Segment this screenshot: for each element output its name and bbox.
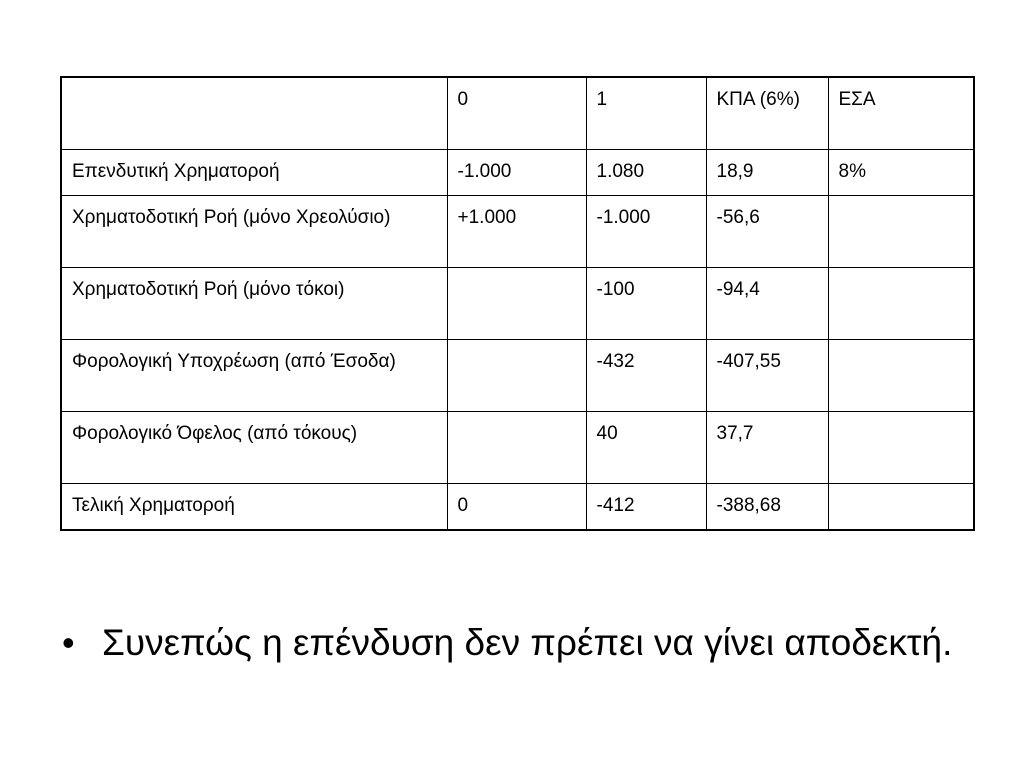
cell-period-1: -100 (586, 267, 706, 339)
header-cell-period-1: 1 (586, 77, 706, 149)
table-row (61, 483, 974, 530)
table-row (61, 339, 974, 411)
header-cell-period-0: 0 (447, 77, 586, 149)
cell-period-0 (447, 339, 586, 411)
table-row (61, 149, 974, 195)
bullet-icon: • (62, 622, 75, 663)
cell-npv: -388,68 (706, 483, 828, 530)
header-cell-npv: ΚΠΑ (6%) (706, 77, 828, 149)
conclusion-bullet (62, 616, 962, 670)
cell-npv: 37,7 (706, 411, 828, 483)
cell-period-1: 40 (586, 411, 706, 483)
cell-npv: -94,4 (706, 267, 828, 339)
cell-npv: -56,6 (706, 195, 828, 267)
cell-period-0 (447, 267, 586, 339)
cell-period-1: -1.000 (586, 195, 706, 267)
conclusion-text: Συνεπώς η επένδυση δεν πρέπει να γίνει αποδεκτή. (102, 622, 953, 663)
table-row (61, 195, 974, 267)
table-header-row (61, 77, 974, 149)
header-cell-irr: ΕΣΑ (828, 77, 974, 149)
cell-irr (828, 411, 974, 483)
cell-irr (828, 339, 974, 411)
table-row (61, 267, 974, 339)
cash-flow-table-container (60, 76, 973, 531)
row-label: Φορολογική Υποχρέωση (από Έσοδα) (61, 339, 447, 411)
header-cell-label (61, 77, 447, 149)
cell-irr: 8% (828, 149, 974, 195)
cash-flow-table (60, 76, 975, 531)
cell-period-1: -432 (586, 339, 706, 411)
cell-period-0: -1.000 (447, 149, 586, 195)
cell-period-1: 1.080 (586, 149, 706, 195)
table-row (61, 411, 974, 483)
row-label: Επενδυτική Χρηματοροή (61, 149, 447, 195)
cell-period-1: -412 (586, 483, 706, 530)
row-label: Φορολογικό Όφελος (από τόκους) (61, 411, 447, 483)
cell-npv: -407,55 (706, 339, 828, 411)
cell-irr (828, 483, 974, 530)
cell-irr (828, 195, 974, 267)
row-label: Χρηματοδοτική Ροή (μόνο Χρεολύσιο) (61, 195, 447, 267)
cell-period-0: 0 (447, 483, 586, 530)
row-label: Τελική Χρηματοροή (61, 483, 447, 530)
cell-period-0 (447, 411, 586, 483)
cell-period-0: +1.000 (447, 195, 586, 267)
row-label: Χρηματοδοτική Ροή (μόνο τόκοι) (61, 267, 447, 339)
cell-irr (828, 267, 974, 339)
cell-npv: 18,9 (706, 149, 828, 195)
